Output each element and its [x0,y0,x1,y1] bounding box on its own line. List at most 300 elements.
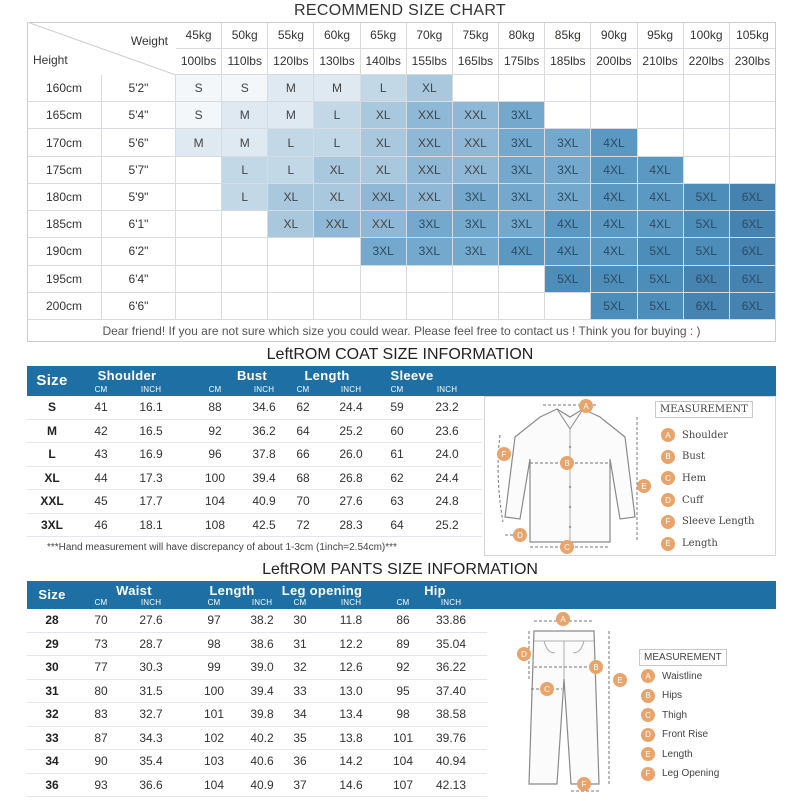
weight-kg-header: 80kg [499,22,545,49]
size-cell: L [268,129,314,156]
size-cell [730,129,776,156]
value-inch-cell: 27.6 [339,494,363,508]
value-cm-cell: 45 [94,494,108,508]
size-cell: 4XL [545,238,591,265]
size-cell: 3XL [499,184,545,211]
size-cell [730,157,776,184]
size-cell: 6XL [730,266,776,293]
size-cell: M [47,423,57,438]
unit-cm-label: CM [94,385,108,394]
value-inch-cell: 23.2 [435,400,459,414]
size-cell [176,211,222,238]
size-cell: XXL [407,102,453,129]
unit-inch-label: INCH [340,598,362,607]
value-cm-cell: 73 [94,636,108,651]
size-cell [268,266,314,293]
size-cell: 4XL [545,211,591,238]
size-cell: 4XL [638,184,684,211]
pants-table-header [27,581,776,609]
value-inch-cell: 38.2 [250,613,274,627]
size-cell: XL [361,102,407,129]
size-cell [314,238,360,265]
table-row [27,633,487,657]
value-cm-cell: 44 [94,470,108,485]
legend-item [641,767,719,781]
weight-lbs-header: 120lbs [268,49,314,76]
size-cell: 3XL [407,211,453,238]
legend-item [661,450,705,464]
value-cm-cell: 62 [296,400,310,414]
value-cm-cell: 107 [392,777,414,792]
value-inch-cell: 18.1 [139,517,163,532]
size-cell: XL [44,470,60,485]
value-inch-cell: 27.6 [139,613,163,627]
size-cell: L [222,157,268,184]
value-inch-cell: 13.4 [339,707,363,721]
legend-label: Bust [682,451,705,463]
weight-lbs-header: 110lbs [222,49,268,76]
value-inch-cell: 16.1 [139,400,163,414]
value-inch-cell: 26.8 [339,470,363,485]
column-header: Length [209,583,255,598]
legend-label: Length [662,748,693,760]
value-cm-cell: 41 [94,400,108,414]
coat-diagram-panel [484,396,776,556]
value-inch-cell: 32.7 [139,707,163,721]
size-cell: S [222,75,268,102]
size-cell: 3XL [407,238,453,265]
legend-badge: D [661,493,675,507]
value-inch-cell: 36.2 [252,423,276,438]
size-cell [545,293,591,320]
column-header: Shoulder [97,368,157,383]
unit-cm-label: CM [207,598,221,607]
legend-item [661,428,728,442]
size-cell: XXL [453,157,499,184]
size-cell: 4XL [638,157,684,184]
value-cm-cell: 92 [396,660,410,674]
height-ft-label: 5'2" [102,75,176,102]
value-cm-cell: 108 [204,517,226,532]
value-inch-cell: 12.6 [339,660,363,674]
legend-label: Front Rise [662,729,709,740]
size-cell: XL [268,184,314,211]
legend-badge: B [641,689,655,703]
value-inch-cell: 40.9 [252,494,276,508]
value-cm-cell: 103 [203,754,225,768]
value-inch-cell: 23.6 [435,423,459,438]
size-cell [453,75,499,102]
value-cm-cell: 90 [94,754,108,768]
pants-marker-e: E [613,673,627,687]
size-cell [638,75,684,102]
legend-badge: F [641,767,655,781]
size-cell: XXL [407,184,453,211]
weight-kg-header: 60kg [314,22,360,49]
size-cell: M [222,102,268,129]
weight-kg-header: 55kg [268,22,314,49]
size-cell [176,184,222,211]
value-cm-cell: 70 [94,613,108,627]
table-row [27,396,482,420]
legend-badge: E [641,747,655,761]
table-row [27,656,487,680]
column-header: Length [304,368,350,383]
height-cm-label: 175cm [27,157,102,184]
value-cm-cell: 102 [203,730,225,745]
size-cell [684,157,730,184]
legend-label: Sleeve Length [682,516,755,528]
value-inch-cell: 33.86 [435,613,467,627]
value-inch-cell: 38.58 [435,707,467,721]
value-inch-cell: 24.4 [339,400,363,414]
value-inch-cell: 11.8 [339,613,363,627]
size-cell: L [361,75,407,102]
value-inch-cell: 25.2 [435,517,459,532]
size-cell [314,266,360,293]
pants-table-body [27,609,487,797]
weight-lbs-header: 210lbs [638,49,684,76]
size-cell [176,266,222,293]
size-cell [222,266,268,293]
size-cell: 3XL [361,238,407,265]
size-cell [268,238,314,265]
value-inch-cell: 24.4 [435,470,459,485]
value-inch-cell: 36.22 [435,660,467,674]
size-cell: XXL [453,129,499,156]
size-cell: 36 [45,777,59,792]
recommend-title: RECOMMEND SIZE CHART [294,2,506,19]
table-row [27,443,482,467]
size-cell [730,102,776,129]
size-cell: 32 [45,707,59,721]
size-cell [684,102,730,129]
coat-marker-e: E [637,479,651,493]
legend-badge: D [641,728,655,742]
value-cm-cell: 104 [204,494,226,508]
legend-item [661,537,718,551]
weight-label: Weight [130,34,168,48]
unit-inch-label: INCH [436,385,458,394]
size-cell: 3XL [499,211,545,238]
value-inch-cell: 35.4 [139,754,163,768]
size-cell: 3XL [545,184,591,211]
recommend-size-grid [27,22,776,320]
size-cell: 3XL [499,102,545,129]
value-inch-cell: 17.7 [139,494,163,508]
value-cm-cell: 92 [208,423,222,438]
coat-marker-a: A [579,399,593,413]
weight-kg-header: 95kg [638,22,684,49]
value-cm-cell: 60 [390,423,404,438]
size-cell: M [314,75,360,102]
value-cm-cell: 86 [396,613,410,627]
table-row [27,609,487,633]
size-column-header: Size [38,587,66,602]
value-inch-cell: 40.6 [250,754,274,768]
height-cm-label: 165cm [27,102,102,129]
size-cell: 30 [45,660,59,674]
legend-label: Thigh [662,709,688,721]
height-cm-label: 200cm [27,293,102,320]
pants-legend-title: MEASUREMENT [639,649,727,666]
value-cm-cell: 97 [207,613,221,627]
value-cm-cell: 68 [296,470,310,485]
value-cm-cell: 30 [293,613,307,627]
table-row [27,514,482,538]
value-cm-cell: 101 [203,707,225,721]
size-cell: 5XL [684,238,730,265]
size-cell [499,293,545,320]
weight-kg-header: 100kg [684,22,730,49]
legend-label: Leg Opening [662,768,720,779]
size-cell: 4XL [638,211,684,238]
size-cell [591,75,637,102]
value-cm-cell: 100 [204,470,226,485]
size-cell: XXL [407,129,453,156]
size-cell [730,75,776,102]
legend-item [641,689,682,703]
unit-inch-label: INCH [251,598,273,607]
size-cell: L [48,447,56,461]
size-cell: 5XL [591,293,637,320]
value-inch-cell: 39.4 [250,683,274,698]
height-cm-label: 170cm [27,129,102,156]
size-cell [453,266,499,293]
legend-badge: F [661,515,675,529]
weight-kg-header: 105kg [730,22,776,49]
unit-cm-label: CM [296,385,310,394]
legend-label: Cuff [682,494,704,506]
size-cell: XL [407,75,453,102]
size-cell: 28 [45,613,59,627]
recommend-note: Dear friend! If you are not sure which size you could wear. Please feel free to contact us ! Think you for buying : ) [27,320,776,342]
value-inch-cell: 17.3 [139,470,163,485]
value-inch-cell: 36.6 [139,777,163,792]
size-cell: S [176,102,222,129]
table-row [27,774,487,798]
unit-cm-label: CM [396,598,410,607]
unit-cm-label: CM [390,385,404,394]
size-cell: M [268,102,314,129]
size-cell: 34 [45,754,59,768]
height-label: Height [33,53,68,67]
weight-lbs-header: 140lbs [361,49,407,76]
size-cell: M [268,75,314,102]
size-cell: 3XL [40,517,63,532]
value-cm-cell: 43 [94,447,108,461]
size-cell [545,102,591,129]
unit-inch-label: INCH [140,598,162,607]
size-cell: XL [361,129,407,156]
size-cell [591,102,637,129]
value-inch-cell: 16.5 [139,423,163,438]
weight-kg-header: 65kg [361,22,407,49]
weight-lbs-header: 230lbs [730,49,776,76]
unit-cm-label: CM [208,385,222,394]
size-cell: 6XL [730,293,776,320]
size-cell: L [314,129,360,156]
weight-kg-header: 85kg [545,22,591,49]
table-row [27,703,487,727]
legend-badge: A [641,669,655,683]
size-cell: L [268,157,314,184]
pants-marker-a: A [556,612,570,626]
value-cm-cell: 104 [203,777,225,792]
size-cell [176,238,222,265]
coat-legend-title: MEASUREMENT [655,401,753,418]
value-cm-cell: 93 [94,777,108,792]
value-cm-cell: 61 [390,447,404,461]
coat-marker-b: B [560,456,574,470]
size-cell: S [176,75,222,102]
weight-lbs-header: 220lbs [684,49,730,76]
value-inch-cell: 13.0 [339,683,363,698]
value-inch-cell: 37.40 [435,683,467,698]
size-cell [684,129,730,156]
corner-header [27,22,176,75]
size-cell [407,293,453,320]
height-cm-label: 185cm [27,211,102,238]
value-cm-cell: 96 [208,447,222,461]
size-cell: XXL [453,102,499,129]
size-cell [222,211,268,238]
table-row [27,680,487,704]
size-cell: XXL [40,494,64,508]
value-cm-cell: 101 [392,730,414,745]
size-cell: 5XL [545,266,591,293]
size-cell: XL [361,157,407,184]
coat-table-header [27,366,776,396]
value-inch-cell: 12.2 [339,636,363,651]
size-cell: 3XL [453,238,499,265]
weight-lbs-header: 165lbs [453,49,499,76]
unit-cm-label: CM [94,598,108,607]
unit-inch-label: INCH [140,385,162,394]
value-inch-cell: 40.9 [250,777,274,792]
value-cm-cell: 80 [94,683,108,698]
height-ft-label: 6'6" [102,293,176,320]
size-cell [361,293,407,320]
size-cell [176,157,222,184]
size-cell [684,75,730,102]
legend-label: Hem [682,472,707,484]
table-row [27,750,487,774]
size-cell: 4XL [591,184,637,211]
size-cell: 6XL [730,238,776,265]
height-ft-label: 6'2" [102,238,176,265]
value-inch-cell: 40.94 [435,754,467,768]
value-inch-cell: 24.0 [435,447,459,461]
size-cell: 6XL [730,211,776,238]
legend-label: Length [682,538,718,549]
pants-marker-c: C [540,682,554,696]
size-cell [545,75,591,102]
weight-kg-header: 75kg [453,22,499,49]
size-cell: XXL [361,211,407,238]
size-cell: L [314,102,360,129]
size-cell: 5XL [684,184,730,211]
pants-marker-b: B [589,660,603,674]
value-inch-cell: 31.5 [139,683,163,698]
value-inch-cell: 39.8 [250,707,274,721]
weight-kg-header: 90kg [591,22,637,49]
coat-diagram-icon [485,397,655,557]
size-cell: XXL [407,157,453,184]
weight-lbs-header: 200lbs [591,49,637,76]
value-cm-cell: 88 [208,400,222,414]
legend-badge: A [661,428,675,442]
height-ft-label: 5'9" [102,184,176,211]
size-cell [638,102,684,129]
pants-marker-d: D [517,647,531,661]
table-row [27,420,482,444]
unit-inch-label: INCH [253,385,275,394]
height-ft-label: 6'1" [102,211,176,238]
size-column-header: Size [36,372,68,389]
pants-diagram-icon [489,609,629,797]
size-cell: 5XL [591,266,637,293]
value-inch-cell: 40.2 [250,730,274,745]
value-cm-cell: 104 [392,754,414,768]
size-cell: 29 [45,636,59,651]
value-cm-cell: 32 [293,660,307,674]
weight-lbs-header: 185lbs [545,49,591,76]
coat-note: ***Hand measurement will have discrepancy of about 1-3cm (1inch=2.54cm)*** [47,542,397,553]
size-cell: S [47,400,56,414]
size-cell: L [222,184,268,211]
height-ft-label: 6'4" [102,266,176,293]
value-cm-cell: 37 [293,777,307,792]
coat-title: LeftROM COAT SIZE INFORMATION [266,346,534,363]
legend-item [641,747,693,761]
height-cm-label: 160cm [27,75,102,102]
coat-marker-d: D [513,528,527,542]
weight-lbs-header: 175lbs [499,49,545,76]
value-cm-cell: 89 [396,636,410,651]
size-cell [314,293,360,320]
size-cell [222,238,268,265]
size-cell: XXL [361,184,407,211]
value-cm-cell: 46 [94,517,108,532]
size-cell [268,293,314,320]
size-cell [453,293,499,320]
value-cm-cell: 31 [293,636,307,651]
value-cm-cell: 87 [94,730,108,745]
size-cell: 5XL [638,293,684,320]
legend-badge: C [641,708,655,722]
value-cm-cell: 98 [207,636,221,651]
size-cell: XL [268,211,314,238]
column-header: Leg opening [281,583,363,598]
value-cm-cell: 35 [293,730,307,745]
value-inch-cell: 42.13 [435,777,467,792]
height-ft-label: 5'4" [102,102,176,129]
value-inch-cell: 24.8 [435,494,459,508]
legend-label: Shoulder [682,429,729,441]
size-cell [222,293,268,320]
value-cm-cell: 59 [390,400,404,414]
size-cell: 31 [45,683,59,698]
value-cm-cell: 66 [296,447,310,461]
value-inch-cell: 14.6 [339,777,363,792]
size-cell: 5XL [638,266,684,293]
size-cell [176,293,222,320]
value-inch-cell: 14.2 [339,754,363,768]
value-inch-cell: 34.3 [139,730,163,745]
column-header: Bust [236,368,268,383]
legend-label: Hips [662,690,683,701]
